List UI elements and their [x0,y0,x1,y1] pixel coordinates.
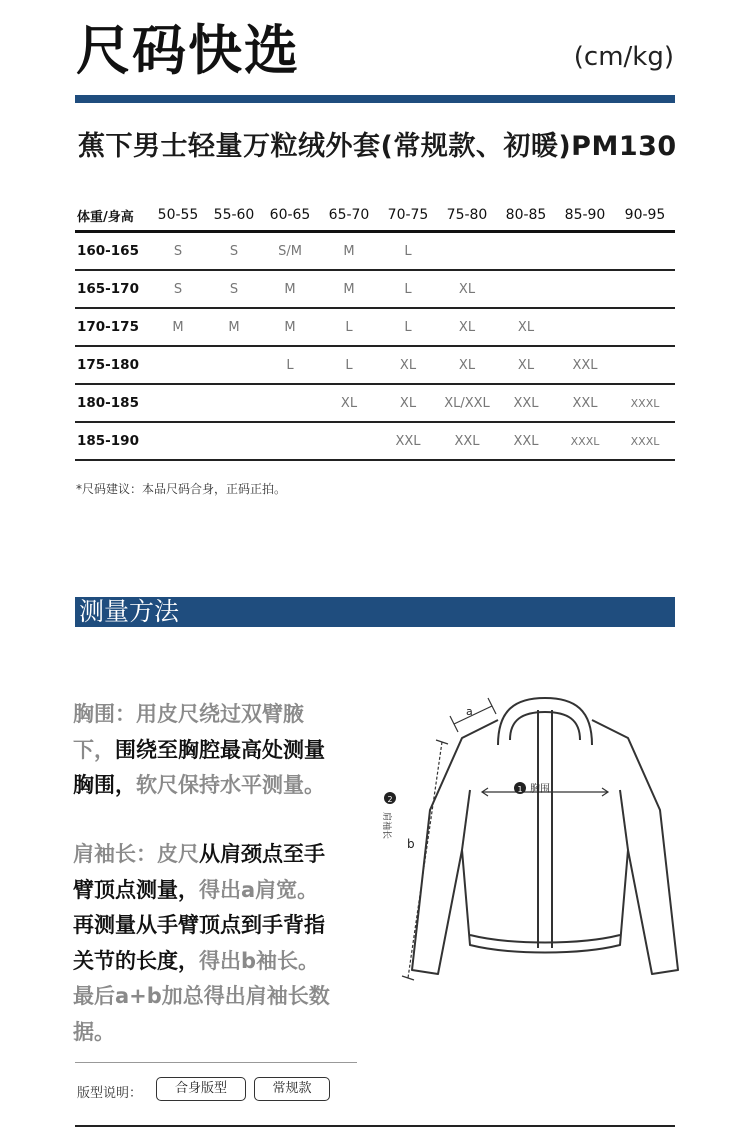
fit-tag-regular-fit: 合身版型 [156,1077,246,1101]
size-cell: L [345,319,353,335]
unit-label: (cm/kg) [573,42,674,72]
jacket-diagram [370,690,680,990]
instruction-segment: 再测量从手臂顶点到手背指 [73,913,325,937]
size-cell: M [343,243,355,259]
size-cell [150,423,206,459]
size-cell: S [229,243,239,259]
size-cell: L [404,281,412,297]
instruction-line [73,697,363,733]
size-cell [557,309,613,345]
table-row [75,233,675,271]
instruction-segment: 从肩颈点至手 [199,842,325,866]
chest-measure-instructions [73,697,363,804]
marker-2-number: 2 [387,795,393,804]
table-row [75,271,675,309]
size-note: *尺码建议：本品尺码合身，正码正拍。 [76,482,287,496]
weight-column-header: 85-90 [564,207,606,223]
size-cell: XXXL [630,434,660,448]
size-cell: M [228,319,240,335]
size-cell [617,271,673,307]
instruction-segment: 得出a肩宽。 [199,877,319,902]
instruction-segment: 围绕至胸腔最高处测量 [115,737,325,762]
instruction-segment: 下， [73,737,115,762]
size-cell: XXL [513,395,539,411]
height-row-header: 185-190 [77,433,139,449]
sleeve-measure-instructions [73,837,363,1050]
instruction-segment: 据。 [73,1019,115,1044]
size-cell [617,309,673,345]
size-cell: S/M [278,243,302,259]
size-chart-table [75,200,675,461]
weight-column-header: 55-60 [213,207,255,223]
size-cell: XL/XXL [444,395,490,411]
size-cell: XL [399,357,417,373]
size-cell [617,233,673,269]
size-cell: XXL [395,433,421,449]
size-cell: M [172,319,184,335]
size-cell: M [343,281,355,297]
shoulder-measure-line [450,698,496,732]
page-title: 尺码快选 [76,19,300,82]
size-cell [206,385,262,421]
instruction-segment: 关节的长度， [73,948,199,973]
footer-divider [75,1062,357,1063]
weight-column-header: 80-85 [505,207,547,223]
instruction-line [73,837,363,873]
instruction-line [73,768,363,804]
instruction-line [73,733,363,769]
size-cell [557,271,613,307]
weight-column-header: 70-75 [387,207,429,223]
size-cell: S [229,281,239,297]
height-row-header: 160-165 [77,243,139,259]
size-cell [439,233,495,269]
label-b: b [407,837,415,851]
fit-label: 版型说明： [77,1086,143,1101]
weight-column-header: 90-95 [624,207,666,223]
instruction-segment: 最后a+b加总得出肩袖长数 [73,984,330,1008]
instruction-segment: 得出b袖长。 [199,948,320,973]
bottom-divider [75,1125,675,1127]
table-header-row [75,200,675,233]
size-cell: L [404,243,412,259]
size-cell [262,423,318,459]
label-a: a [466,705,473,718]
sleeve-length-label: 肩袖长 [381,812,391,840]
size-cell [206,347,262,383]
instruction-line [73,873,363,909]
size-cell [498,271,554,307]
height-row-header: 170-175 [77,319,139,335]
instruction-segment: 肩袖长：皮尺 [73,842,199,866]
size-cell: XL [458,357,476,373]
instruction-segment: 胸围：用皮尺绕过双臂腋 [73,702,304,726]
size-cell: XL [517,357,535,373]
weight-column-header: 75-80 [446,207,488,223]
size-cell: XL [517,319,535,335]
size-cell [321,423,377,459]
table-row [75,423,675,461]
size-cell: XXL [572,395,598,411]
weight-column-header: 65-70 [328,207,370,223]
size-cell: L [404,319,412,335]
instruction-line [73,979,363,1015]
section-title: 测量方法 [79,597,180,626]
table-row [75,309,675,347]
size-cell: L [286,357,294,373]
instruction-line [73,908,363,944]
table-corner-label: 体重/身高 [77,209,134,225]
table-row [75,347,675,385]
instruction-line [73,944,363,980]
jacket-outline [412,698,678,974]
size-cell: XXXL [570,434,600,448]
size-cell [498,233,554,269]
size-cell: XXL [572,357,598,373]
size-cell: S [173,243,183,259]
header-divider-bar [75,95,675,103]
table-row [75,385,675,423]
instruction-segment: 软尺保持水平测量。 [136,773,325,797]
size-cell: XL [399,395,417,411]
size-cell [206,423,262,459]
size-cell: L [345,357,353,373]
chest-label: 胸围 [530,784,550,795]
size-cell [150,347,206,383]
height-row-header: 175-180 [77,357,139,373]
fit-tag-standard: 常规款 [254,1077,330,1101]
weight-column-header: 50-55 [157,207,199,223]
size-cell: XL [458,319,476,335]
size-cell [150,385,206,421]
size-cell [262,385,318,421]
marker-1-number: 1 [517,785,523,794]
size-cell: XL [340,395,358,411]
height-row-header: 165-170 [77,281,139,297]
size-cell: XL [458,281,476,297]
size-cell: XXXL [630,396,660,410]
size-cell: M [284,319,296,335]
size-cell [617,347,673,383]
size-cell: XXL [454,433,480,449]
instruction-segment: 胸围， [73,773,136,797]
instruction-segment: 臂顶点测量， [73,877,199,902]
instruction-line [73,1015,363,1051]
size-cell: XXL [513,433,539,449]
size-cell: S [173,281,183,297]
size-cell [557,233,613,269]
weight-column-header: 60-65 [269,207,311,223]
height-row-header: 180-185 [77,395,139,411]
product-name: 蕉下男士轻量万粒绒外套(常规款、初暖)PM130 [78,131,677,162]
size-cell: M [284,281,296,297]
